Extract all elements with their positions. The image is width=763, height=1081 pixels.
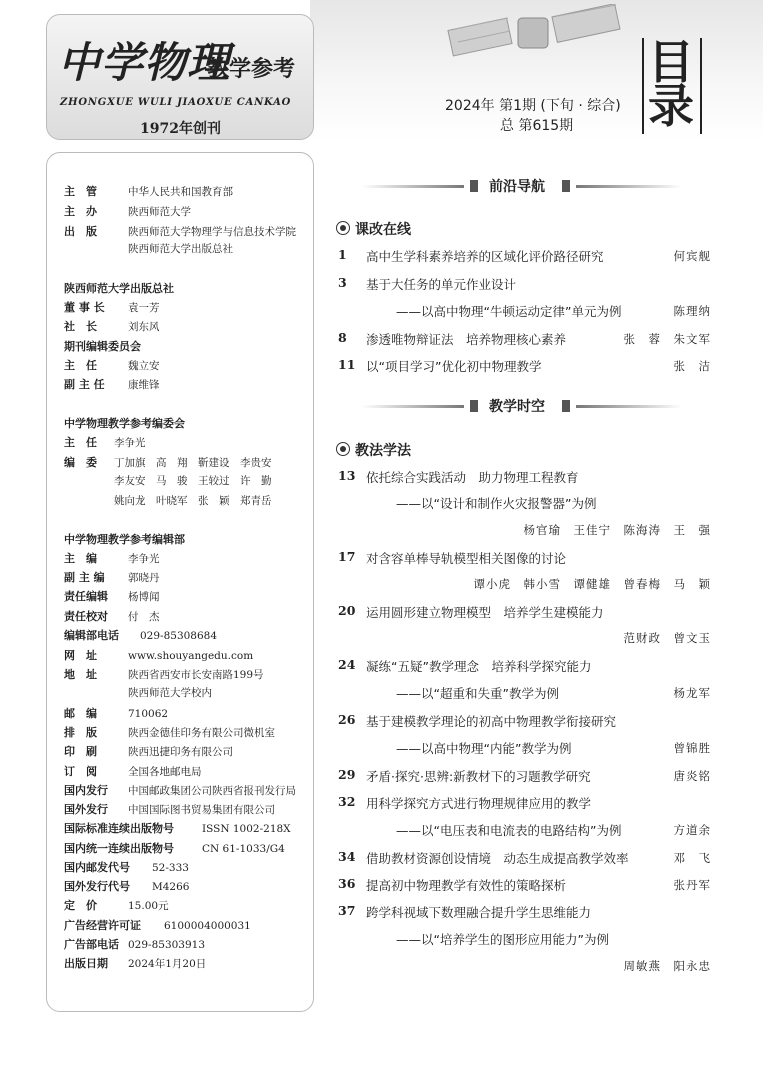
editorial-board-heading: 中学物理教学参考编委会: [64, 417, 185, 430]
section-banner: 前沿导航: [362, 176, 682, 196]
title-rule-right: [700, 38, 702, 134]
toc-title[interactable]: 用科学探究方式进行物理规律应用的教学: [366, 796, 592, 811]
toc-page: 32: [338, 794, 356, 809]
contents-title-char-2: 录: [648, 79, 694, 133]
toc-title[interactable]: 基于建模教学理论的初高中物理教学衔接研究: [366, 714, 617, 729]
info-row: 编 委 丁加旗 高 翔 靳建设 李贵安: [64, 456, 272, 469]
toc-subtitle: ——以“设计和制作火灾报警器”为例: [396, 496, 597, 511]
toc-author: 杨龙军: [673, 686, 711, 700]
toc-page: 1: [338, 247, 347, 262]
info-row: 主 管 中华人民共和国教育部: [64, 185, 233, 198]
founded-year: 1972年创刊: [140, 121, 221, 137]
toc-author: 杨官瑜 王佳宁 陈海涛 王 强: [523, 523, 711, 537]
toc-author: 张 洁: [673, 359, 711, 373]
journal-pinyin: ZHONGXUE WULI JIAOXUE CANKAO: [60, 97, 292, 108]
info-row: 订 阅 全国各地邮电局: [64, 765, 202, 778]
toc-author: 曾锦胜: [673, 741, 711, 755]
toc-page: 37: [338, 903, 356, 918]
toc-page: 29: [338, 767, 356, 782]
committee-heading: 期刊编辑委员会: [64, 340, 141, 353]
toc-title[interactable]: 对含容单棒导轨模型相关图像的讨论: [366, 551, 567, 566]
toc-author: 何宾舰: [673, 249, 711, 263]
toc-title[interactable]: 借助教材资源创设情境 动态生成提高教学效率: [366, 851, 629, 866]
category-heading: 课改在线: [336, 219, 411, 239]
journal-logo-subtitle: 教学参考: [207, 57, 296, 82]
toc-title[interactable]: 凝练“五疑”教学理念 培养科学探究能力: [366, 659, 592, 674]
info-row: 印 刷 陕西迅捷印务有限公司: [64, 745, 233, 758]
toc-subtitle: ——以高中物理“内能”教学为例: [396, 741, 572, 756]
toc-page: 3: [338, 275, 347, 290]
info-row: 责任编辑 杨博闻: [64, 590, 160, 603]
info-row: 编辑部电话 029-85308684: [64, 629, 218, 642]
satellite-illustration: [430, 4, 630, 84]
bullet-icon: [336, 442, 350, 456]
toc-title[interactable]: 矛盾·探究·思辨:新教材下的习题教学研究: [366, 769, 591, 784]
info-row: 李友安 马 骏 王较过 许 勤: [114, 475, 272, 487]
toc-title[interactable]: 基于大任务的单元作业设计: [366, 277, 517, 292]
info-row: 邮 编 710062: [64, 707, 169, 720]
info-row: 排 版 陕西金德佳印务有限公司微机室: [64, 726, 275, 739]
info-row: 董 事 长 袁一芳: [64, 301, 160, 314]
total-issue: 总 第615期: [500, 118, 574, 134]
toc-author: 周敏燕 阳永忠: [623, 959, 711, 973]
toc-author: 范财政 曾文玉: [623, 631, 711, 645]
toc-author: 张 蓉 朱文军: [623, 332, 711, 346]
contents-title: [646, 35, 696, 133]
toc-author: 唐炎铭: [673, 769, 711, 783]
info-row: 主 编 李争光: [64, 552, 160, 565]
info-row: 陕西师范大学出版总社: [128, 243, 233, 255]
toc-title[interactable]: 运用圆形建立物理模型 培养学生建模能力: [366, 605, 604, 620]
info-row: 副 主 任 康维锋: [64, 378, 160, 391]
toc-author: 邓 飞: [673, 851, 711, 865]
toc-page: 36: [338, 876, 356, 891]
info-row: 广告经营许可证 6100004000031: [64, 919, 251, 932]
toc-author: 陈理纳: [673, 304, 711, 318]
info-row: 广告部电话 029-85303913: [64, 938, 206, 951]
toc-page: 13: [338, 468, 356, 483]
toc-page: 8: [338, 330, 347, 345]
toc-title[interactable]: 提高初中物理教学有效性的策略探析: [366, 878, 567, 893]
info-row: 主 任 李争光: [64, 436, 146, 449]
toc-title[interactable]: 跨学科视域下数理融合提升学生思维能力: [366, 905, 592, 920]
toc-page: 26: [338, 712, 356, 727]
toc-page: 17: [338, 549, 356, 564]
info-row: 出版日期 2024年1月20日: [64, 957, 207, 970]
info-row: 地 址 陕西省西安市长安南路199号: [64, 668, 264, 681]
info-row: 副 主 编 郭晓丹: [64, 571, 160, 584]
info-row: 责任校对 付 杰: [64, 610, 160, 623]
info-row: 主 办 陕西师范大学: [64, 205, 191, 218]
satellite-icon: [448, 4, 620, 56]
info-row: 国内邮发代号 52-333: [64, 861, 189, 874]
contents-title-char-1: 目: [648, 35, 694, 89]
toc-title[interactable]: 以“项目学习”优化初中物理教学: [366, 359, 542, 374]
info-row: 国外发行代号 M4266: [64, 880, 190, 893]
bullet-icon: [336, 221, 350, 235]
press-heading: 陕西师范大学出版总社: [64, 282, 174, 295]
title-rule-left: [642, 38, 644, 134]
toc-subtitle: ——以高中物理“牛顿运动定律”单元为例: [396, 304, 622, 319]
info-row: 国外发行 中国国际图书贸易集团有限公司: [64, 803, 275, 816]
issue-number: 2024年 第1期 (下旬 · 综合): [445, 98, 621, 114]
info-row: 定 价 15.00元: [64, 899, 169, 912]
info-row: 网 址 www.shouyangedu.com: [64, 649, 254, 662]
department-heading: 中学物理教学参考编辑部: [64, 533, 185, 546]
info-row: 出 版 陕西师范大学物理学与信息技术学院: [64, 225, 296, 238]
toc-subtitle: ——以“培养学生的图形应用能力”为例: [396, 932, 609, 947]
journal-logo: 中学物理: [58, 38, 231, 87]
toc-title[interactable]: 渗透唯物辩证法 培养物理核心素养: [366, 332, 567, 347]
info-row: 姚向龙 叶晓军 张 颖 郑青岳: [114, 495, 272, 507]
category-heading: 教法学法: [336, 440, 411, 460]
toc-page: 34: [338, 849, 356, 864]
toc-author: 谭小虎 韩小雪 谭健雄 曾春梅 马 颖: [473, 577, 711, 591]
info-row: 国际标准连续出版物号 ISSN 1002-218X: [64, 822, 291, 835]
toc-author: 张丹军: [673, 878, 711, 892]
toc-subtitle: ——以“电压表和电流表的电路结构”为例: [396, 823, 622, 838]
info-row: 社 长 刘东风: [64, 320, 160, 333]
info-row: 国内统一连续出版物号 CN 61-1033/G4: [64, 842, 285, 855]
toc-title[interactable]: 高中生学科素养培养的区域化评价路径研究: [366, 249, 604, 264]
info-row: 国内发行 中国邮政集团公司陕西省报刊发行局: [64, 784, 296, 797]
toc-title[interactable]: 依托综合实践活动 助力物理工程教育: [366, 470, 579, 485]
info-row: 陕西师范大学校内: [128, 687, 212, 699]
toc-author: 方道余: [673, 823, 711, 837]
info-row: 主 任 魏立安: [64, 359, 160, 372]
toc-page: 11: [338, 357, 356, 372]
toc-subtitle: ——以“超重和失重”教学为例: [396, 686, 559, 701]
section-banner: 教学时空: [362, 396, 682, 416]
toc-page: 20: [338, 603, 356, 618]
toc-page: 24: [338, 657, 356, 672]
